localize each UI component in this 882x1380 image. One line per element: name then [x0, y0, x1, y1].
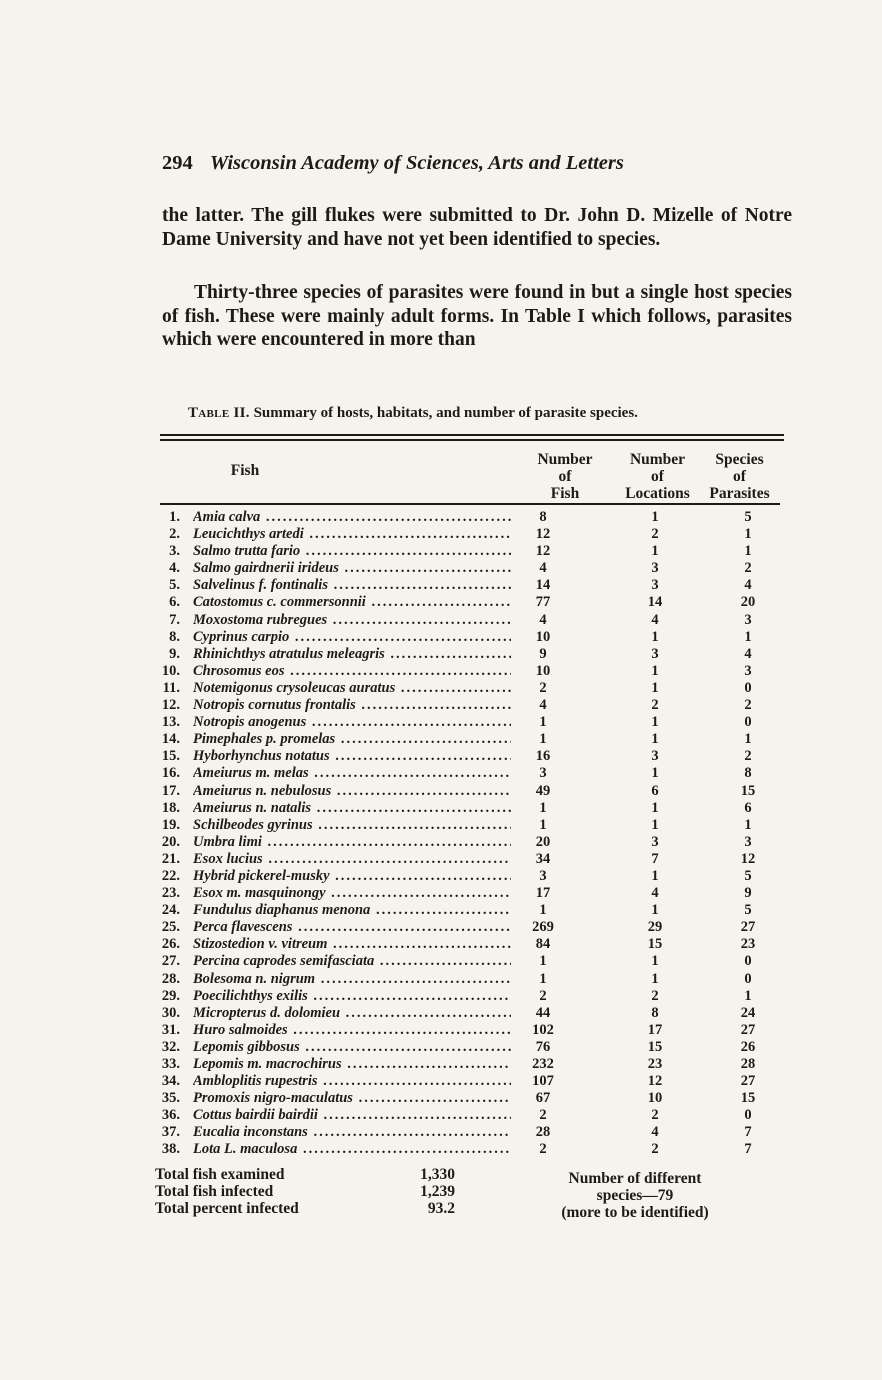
number-of-fish: 10 — [535, 662, 551, 679]
column-header-line: Locations — [625, 485, 690, 502]
row-index: 31. — [161, 1021, 180, 1038]
table-row — [160, 868, 784, 885]
table-row — [160, 1141, 784, 1158]
number-of-locations: 1 — [651, 799, 659, 816]
fish-name: Moxostoma rubregues ..... — [193, 612, 511, 629]
number-of-fish: 3 — [539, 867, 547, 884]
number-of-locations: 29 — [647, 919, 663, 936]
fish-name: Hybrid pickerel-musky ..... — [193, 868, 511, 885]
row-index: 29. — [161, 987, 180, 1004]
number-of-fish: 2 — [539, 1141, 547, 1158]
row-index: 28. — [161, 970, 180, 987]
fish-name: Ameiurus n. natalis ..... — [193, 800, 511, 817]
number-of-fish: 4 — [539, 697, 547, 714]
number-of-fish: 67 — [535, 1090, 551, 1107]
column-header-number-of-fish — [525, 451, 605, 502]
column-header-line: Number — [537, 451, 593, 468]
row-index: 21. — [161, 850, 180, 867]
number-of-locations: 4 — [651, 1124, 659, 1141]
fish-name: Hyborhynchus notatus ..... — [193, 748, 511, 765]
fish-name: Notemigonus crysoleucas auratus ..... — [193, 680, 511, 697]
fish-name: Ambloplitis rupestris ..... — [193, 1073, 511, 1090]
number-of-locations: 1 — [651, 867, 659, 884]
row-index: 35. — [161, 1090, 180, 1107]
row-index: 17. — [161, 782, 180, 799]
fish-name: Poecilichthys exilis ..... — [193, 988, 511, 1005]
row-index: 24. — [161, 902, 180, 919]
fish-name: Notropis anogenus ..... — [193, 714, 511, 731]
row-index: 32. — [161, 1038, 180, 1055]
row-index: 11. — [162, 679, 180, 696]
table-body — [160, 509, 784, 1159]
fish-name: Lepomis m. macrochirus ..... — [193, 1056, 511, 1073]
fish-name: Esox m. masquinongy ..... — [193, 885, 511, 902]
table-row — [160, 748, 784, 765]
row-index: 8. — [169, 628, 180, 645]
table-row — [160, 577, 784, 594]
number-of-locations: 7 — [651, 850, 659, 867]
number-of-locations: 2 — [651, 697, 659, 714]
species-of-parasites: 6 — [744, 799, 752, 816]
table-row — [160, 971, 784, 988]
table-row — [160, 1073, 784, 1090]
column-header-line: Fish — [550, 485, 580, 502]
number-of-locations: 1 — [651, 662, 659, 679]
species-of-parasites: 27 — [740, 1021, 756, 1038]
table-row — [160, 646, 784, 663]
table-top-rule-double — [160, 439, 784, 441]
column-header-line: Number — [629, 451, 686, 468]
row-index: 26. — [161, 936, 180, 953]
species-of-parasites: 1 — [744, 731, 752, 748]
fish-name: Huro salmoides ..... — [193, 1022, 511, 1039]
table-row — [160, 714, 784, 731]
number-of-fish: 102 — [532, 1021, 554, 1038]
fish-name: Salvelinus f. fontinalis ..... — [193, 577, 511, 594]
fish-name: Perca flavescens ..... — [193, 919, 511, 936]
note-line: (more to be identified) — [561, 1204, 709, 1221]
table-header-rule — [160, 503, 780, 505]
number-of-fish: 1 — [539, 714, 547, 731]
species-of-parasites: 28 — [740, 1056, 756, 1072]
species-of-parasites: 8 — [744, 765, 752, 782]
species-of-parasites: 2 — [744, 748, 752, 765]
fish-name: Lepomis gibbosus ..... — [193, 1039, 511, 1056]
fish-name: Salmo gairdnerii irideus ..... — [193, 560, 511, 577]
row-index: 25. — [161, 919, 180, 936]
fish-name: Esox lucius ..... — [193, 851, 511, 868]
journal-title: Wisconsin Academy of Sciences, Arts and Letters — [209, 152, 624, 174]
number-of-fish: 8 — [539, 509, 547, 525]
table-row — [160, 834, 784, 851]
row-index: 10. — [161, 662, 180, 679]
number-of-locations: 15 — [647, 936, 663, 953]
column-header-fish: Fish — [230, 462, 260, 479]
number-of-fish: 77 — [535, 594, 551, 611]
fish-name: Notropis cornutus frontalis ..... — [193, 697, 511, 714]
species-of-parasites: 5 — [744, 867, 752, 884]
column-header-species-of-parasites — [697, 451, 782, 502]
number-of-fish: 4 — [539, 560, 547, 577]
fish-name: Chrosomus eos ..... — [193, 663, 511, 680]
species-of-parasites: 2 — [744, 697, 752, 714]
species-of-parasites: 4 — [744, 645, 752, 662]
species-of-parasites: 7 — [744, 1124, 752, 1141]
row-index: 13. — [161, 714, 180, 731]
number-of-locations: 23 — [647, 1056, 663, 1072]
summary-label: Total fish infected — [155, 1183, 274, 1200]
number-of-fish: 1 — [539, 799, 547, 816]
number-of-locations: 2 — [651, 1141, 659, 1158]
table-row — [160, 988, 784, 1005]
row-index: 22. — [161, 867, 180, 884]
fish-name: Ameiurus n. nebulosus ..... — [193, 783, 511, 800]
number-of-fish: 1 — [539, 816, 547, 833]
table-row — [160, 543, 784, 560]
column-header-line: Species — [715, 451, 764, 468]
table-row — [160, 919, 784, 936]
column-header-line: of — [733, 468, 746, 485]
species-of-parasites: 0 — [744, 714, 752, 731]
number-of-locations: 1 — [651, 970, 659, 987]
number-of-fish: 4 — [539, 611, 547, 628]
table-row — [160, 1107, 784, 1124]
number-of-fish: 232 — [532, 1056, 554, 1072]
number-of-locations: 17 — [647, 1021, 663, 1038]
fish-name: Umbra limi ..... — [193, 834, 511, 851]
fish-name: Catostomus c. commersonnii ..... — [193, 594, 511, 611]
species-of-parasites: 12 — [740, 850, 756, 867]
species-count-note — [520, 1170, 750, 1221]
summary-value: 1,239 — [420, 1183, 455, 1200]
species-of-parasites: 5 — [744, 509, 752, 525]
number-of-fish: 28 — [535, 1124, 551, 1141]
species-of-parasites: 0 — [744, 953, 752, 970]
number-of-locations: 1 — [651, 731, 659, 748]
number-of-fish: 44 — [535, 1004, 551, 1021]
number-of-locations: 3 — [651, 577, 659, 594]
table-row — [160, 731, 784, 748]
species-of-parasites: 4 — [744, 577, 752, 594]
number-of-fish: 16 — [535, 748, 551, 765]
number-of-locations: 3 — [651, 645, 659, 662]
number-of-locations: 2 — [651, 1107, 659, 1124]
summary-row — [155, 1200, 455, 1217]
number-of-fish: 2 — [539, 679, 547, 696]
table-row — [160, 783, 784, 800]
fish-name: Salmo trutta fario ..... — [193, 543, 511, 560]
note-line: Number of different — [568, 1170, 702, 1187]
number-of-fish: 12 — [535, 526, 551, 543]
number-of-locations: 1 — [651, 714, 659, 731]
fish-name: Cyprinus carpio ..... — [193, 629, 511, 646]
row-index: 15. — [161, 748, 180, 765]
table-row — [160, 1022, 784, 1039]
table-row — [160, 1124, 784, 1141]
row-index: 9. — [169, 645, 180, 662]
row-index: 30. — [161, 1004, 180, 1021]
fish-name: Leucichthys artedi ..... — [193, 526, 511, 543]
species-of-parasites: 0 — [744, 679, 752, 696]
table-row — [160, 612, 784, 629]
fish-name: Fundulus diaphanus menona ..... — [193, 902, 511, 919]
number-of-fish: 10 — [535, 628, 551, 645]
fish-name: Rhinichthys atratulus meleagris ..... — [193, 646, 511, 663]
number-of-locations: 6 — [651, 782, 659, 799]
row-index: 20. — [161, 833, 180, 850]
number-of-fish: 2 — [539, 987, 547, 1004]
species-of-parasites: 0 — [744, 1107, 752, 1124]
number-of-locations: 4 — [651, 611, 659, 628]
number-of-fish: 1 — [539, 970, 547, 987]
species-of-parasites: 5 — [744, 902, 752, 919]
species-of-parasites: 1 — [744, 816, 752, 833]
number-of-fish: 17 — [535, 885, 551, 902]
species-of-parasites: 3 — [744, 662, 752, 679]
row-index: 2. — [169, 526, 180, 543]
summary-row — [155, 1183, 455, 1200]
table-row — [160, 680, 784, 697]
species-of-parasites: 20 — [740, 594, 756, 611]
table-row — [160, 1090, 784, 1107]
summary-value: 1,330 — [420, 1166, 455, 1183]
number-of-fish: 34 — [535, 850, 551, 867]
column-header-line: Parasites — [709, 485, 770, 502]
column-header-line: of — [651, 468, 664, 485]
row-index: 36. — [161, 1107, 180, 1124]
number-of-locations: 1 — [651, 628, 659, 645]
column-header-number-of-locations — [615, 451, 700, 502]
row-index: 1. — [169, 509, 180, 525]
row-index: 16. — [161, 765, 180, 782]
row-index: 27. — [161, 953, 180, 970]
number-of-locations: 1 — [651, 816, 659, 833]
fish-name: Percina caprodes semifasciata ..... — [193, 953, 511, 970]
table-row — [160, 663, 784, 680]
table-summary — [155, 1166, 455, 1217]
table-row — [160, 594, 784, 611]
number-of-locations: 12 — [647, 1073, 663, 1090]
species-of-parasites: 1 — [744, 987, 752, 1004]
number-of-locations: 3 — [651, 748, 659, 765]
paragraph-1: the latter. The gill flukes were submitted to Dr. John D. Mizelle of Notre Dame University and have not yet been identified to species. — [162, 205, 792, 250]
number-of-fish: 1 — [539, 731, 547, 748]
running-header — [162, 152, 722, 175]
fish-name: Lota L. maculosa ..... — [193, 1141, 511, 1158]
species-of-parasites: 24 — [740, 1004, 756, 1021]
summary-label: Total fish examined — [155, 1166, 285, 1183]
number-of-fish: 2 — [539, 1107, 547, 1124]
number-of-locations: 10 — [647, 1090, 663, 1107]
table-top-rule — [160, 434, 784, 436]
row-index: 19. — [161, 816, 180, 833]
table-row — [160, 526, 784, 543]
number-of-fish: 3 — [539, 765, 547, 782]
row-index: 4. — [169, 560, 180, 577]
number-of-fish: 9 — [539, 645, 547, 662]
fish-name: Cottus bairdii bairdii ..... — [193, 1107, 511, 1124]
number-of-locations: 2 — [651, 526, 659, 543]
number-of-fish: 49 — [535, 782, 551, 799]
number-of-locations: 1 — [651, 543, 659, 560]
table-row — [160, 629, 784, 646]
species-of-parasites: 26 — [740, 1038, 756, 1055]
number-of-locations: 1 — [651, 765, 659, 782]
row-index: 14. — [161, 731, 180, 748]
number-of-fish: 1 — [539, 902, 547, 919]
table-caption-label: Table II. — [188, 405, 250, 421]
number-of-fish: 20 — [535, 833, 551, 850]
row-index: 23. — [161, 885, 180, 902]
number-of-fish: 269 — [532, 919, 554, 936]
row-index: 18. — [161, 799, 180, 816]
fish-name: Schilbeodes gyrinus ..... — [193, 817, 511, 834]
number-of-fish: 107 — [532, 1073, 554, 1090]
number-of-locations: 1 — [651, 902, 659, 919]
row-index: 38. — [161, 1141, 180, 1158]
table-row — [160, 697, 784, 714]
number-of-locations: 3 — [651, 560, 659, 577]
row-index: 5. — [169, 577, 180, 594]
page-number: 294 — [162, 152, 193, 174]
species-of-parasites: 9 — [744, 885, 752, 902]
table-row — [160, 1005, 784, 1022]
species-of-parasites: 3 — [744, 833, 752, 850]
number-of-locations: 1 — [651, 509, 659, 525]
row-index: 33. — [161, 1056, 180, 1072]
fish-name: Eucalia inconstans ..... — [193, 1124, 511, 1141]
table-row — [160, 936, 784, 953]
species-of-parasites: 7 — [744, 1141, 752, 1158]
row-index: 34. — [161, 1073, 180, 1090]
number-of-locations: 2 — [651, 987, 659, 1004]
species-of-parasites: 2 — [744, 560, 752, 577]
fish-name: Promoxis nigro-maculatus ..... — [193, 1090, 511, 1107]
summary-value: 93.2 — [427, 1200, 455, 1217]
number-of-locations: 14 — [647, 594, 663, 611]
table-row — [160, 1056, 784, 1073]
fish-name: Pimephales p. promelas ..... — [193, 731, 511, 748]
fish-name: Ameiurus m. melas ..... — [193, 765, 511, 782]
species-of-parasites: 1 — [744, 543, 752, 560]
species-of-parasites: 15 — [740, 1090, 756, 1107]
number-of-locations: 15 — [647, 1038, 663, 1055]
number-of-fish: 84 — [535, 936, 551, 953]
species-of-parasites: 1 — [744, 526, 752, 543]
table-caption-text: Summary of hosts, habitats, and number of parasite species. — [253, 405, 638, 421]
number-of-locations: 1 — [651, 679, 659, 696]
species-of-parasites: 27 — [740, 919, 756, 936]
species-of-parasites: 3 — [744, 611, 752, 628]
row-index: 6. — [169, 594, 180, 611]
row-index: 7. — [169, 611, 180, 628]
row-index: 37. — [161, 1124, 180, 1141]
table-row — [160, 1039, 784, 1056]
paragraph-2: Thirty-three species of parasites were found in but a single host species of fish. These were mainly adult forms. In Table I which follows, parasites which were encountered in more than — [162, 282, 792, 350]
fish-name: Amia calva ..... — [193, 509, 511, 526]
number-of-fish: 12 — [535, 543, 551, 560]
table-row — [160, 800, 784, 817]
table-row — [160, 765, 784, 782]
species-of-parasites: 1 — [744, 628, 752, 645]
species-of-parasites: 0 — [744, 970, 752, 987]
species-of-parasites: 27 — [740, 1073, 756, 1090]
number-of-fish: 76 — [535, 1038, 551, 1055]
number-of-fish: 14 — [535, 577, 551, 594]
species-of-parasites: 15 — [740, 782, 756, 799]
fish-name: Stizostedion v. vitreum ..... — [193, 936, 511, 953]
number-of-locations: 3 — [651, 833, 659, 850]
row-index: 3. — [169, 543, 180, 560]
number-of-locations: 4 — [651, 885, 659, 902]
summary-row — [155, 1166, 455, 1183]
table-row — [160, 902, 784, 919]
table-row — [160, 851, 784, 868]
number-of-fish: 1 — [539, 953, 547, 970]
column-header-line: of — [558, 468, 572, 485]
table-row — [160, 509, 784, 526]
table-row — [160, 953, 784, 970]
table-row — [160, 817, 784, 834]
table-caption — [188, 405, 638, 422]
row-index: 12. — [161, 697, 180, 714]
summary-label: Total percent infected — [155, 1200, 299, 1217]
fish-name: Micropterus d. dolomieu ..... — [193, 1005, 511, 1022]
number-of-locations: 1 — [651, 953, 659, 970]
note-line: species—79 — [596, 1187, 674, 1204]
number-of-locations: 8 — [651, 1004, 659, 1021]
fish-name: Bolesoma n. nigrum ..... — [193, 971, 511, 988]
table-row — [160, 560, 784, 577]
species-of-parasites: 23 — [740, 936, 756, 953]
table-row — [160, 885, 784, 902]
